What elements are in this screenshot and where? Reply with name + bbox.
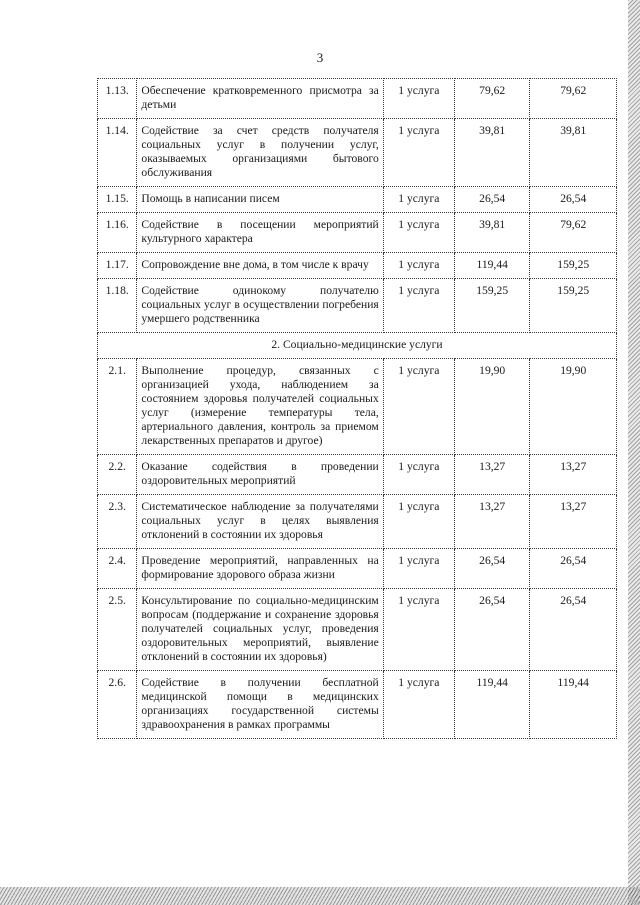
table-row	[98, 213, 617, 253]
table-row	[98, 253, 617, 279]
service-unit: 1 услуга	[383, 253, 454, 279]
price-cell: 79,62	[530, 79, 617, 119]
service-name: Содействие одинокому получателю социальных услуг в осуществлении погребения умершего родственника	[137, 279, 383, 333]
price-cell: 13,27	[454, 455, 530, 495]
table-row	[98, 495, 617, 549]
price-cell: 26,54	[454, 589, 530, 671]
price-cell: 39,81	[530, 119, 617, 187]
price-cell: 119,44	[454, 253, 530, 279]
service-name: Консультирование по социально-медицинским вопросам (поддержание и сохранение здоровья получателей социальных услуг, проведения оздоровительных мероприятий, выявление отклонений в состоянии их здоровья)	[137, 589, 383, 671]
price-cell: 119,44	[530, 671, 617, 739]
service-name: Выполнение процедур, связанных с организацией ухода, наблюдением за состоянием здоровья получателей социальных услуг (измерение температуры тела, артериального давления, контроль за приемом лекарственных препаратов и другое)	[137, 359, 383, 455]
row-number: 2.5.	[98, 589, 137, 671]
price-cell: 13,27	[454, 495, 530, 549]
price-cell: 159,25	[454, 279, 530, 333]
table-row	[98, 187, 617, 213]
service-name: Содействие в получении бесплатной медицинской помощи в медицинских организациях государственной системы здравоохранения в рамках программы	[137, 671, 383, 739]
table-row	[98, 119, 617, 187]
price-cell: 26,54	[530, 589, 617, 671]
section-header-row	[98, 333, 617, 359]
price-cell: 39,81	[454, 119, 530, 187]
scan-edge-shadow-bottom	[0, 887, 640, 905]
table-row	[98, 549, 617, 589]
row-number: 2.2.	[98, 455, 137, 495]
row-number: 2.6.	[98, 671, 137, 739]
row-number: 1.13.	[98, 79, 137, 119]
price-cell: 26,54	[530, 549, 617, 589]
service-unit: 1 услуга	[383, 359, 454, 455]
price-cell: 13,27	[530, 455, 617, 495]
service-name: Проведение мероприятий, направленных на формирование здорового образа жизни	[137, 549, 383, 589]
row-number: 1.16.	[98, 213, 137, 253]
scan-edge-shadow-right	[628, 0, 640, 905]
service-unit: 1 услуга	[383, 187, 454, 213]
price-cell: 119,44	[454, 671, 530, 739]
row-number: 1.15.	[98, 187, 137, 213]
price-cell: 19,90	[530, 359, 617, 455]
price-cell: 79,62	[454, 79, 530, 119]
table-row	[98, 79, 617, 119]
service-name: Обеспечение кратковременного присмотра за детьми	[137, 79, 383, 119]
price-cell: 26,54	[530, 187, 617, 213]
price-cell: 26,54	[454, 549, 530, 589]
price-cell: 13,27	[530, 495, 617, 549]
service-unit: 1 услуга	[383, 495, 454, 549]
row-number: 2.3.	[98, 495, 137, 549]
price-cell: 159,25	[530, 253, 617, 279]
service-unit: 1 услуга	[383, 79, 454, 119]
service-unit: 1 услуга	[383, 549, 454, 589]
table-row	[98, 671, 617, 739]
service-unit: 1 услуга	[383, 589, 454, 671]
price-cell: 159,25	[530, 279, 617, 333]
row-number: 2.1.	[98, 359, 137, 455]
table-row	[98, 589, 617, 671]
service-name: Содействие за счет средств получателя социальных услуг в получении услуг, оказываемых организациями бытового обслуживания	[137, 119, 383, 187]
price-cell: 39,81	[454, 213, 530, 253]
service-unit: 1 услуга	[383, 455, 454, 495]
row-number: 1.18.	[98, 279, 137, 333]
price-cell: 79,62	[530, 213, 617, 253]
service-name: Сопровождение вне дома, в том числе к врачу	[137, 253, 383, 279]
page-number: 3	[316, 50, 324, 65]
service-name: Содействие в посещении мероприятий культурного характера	[137, 213, 383, 253]
section-title: 2. Социально-медицинские услуги	[98, 333, 617, 359]
service-unit: 1 услуга	[383, 671, 454, 739]
price-cell: 26,54	[454, 187, 530, 213]
services-price-table	[97, 78, 617, 739]
service-name: Помощь в написании писем	[137, 187, 383, 213]
service-name: Оказание содействия в проведении оздоровительных мероприятий	[137, 455, 383, 495]
service-unit: 1 услуга	[383, 279, 454, 333]
service-name: Систематическое наблюдение за получателями социальных услуг в целях выявления отклонений в состоянии их здоровья	[137, 495, 383, 549]
service-unit: 1 услуга	[383, 213, 454, 253]
row-number: 1.14.	[98, 119, 137, 187]
table-row	[98, 279, 617, 333]
table-row	[98, 455, 617, 495]
price-cell: 19,90	[454, 359, 530, 455]
row-number: 2.4.	[98, 549, 137, 589]
row-number: 1.17.	[98, 253, 137, 279]
service-unit: 1 услуга	[383, 119, 454, 187]
table-row	[98, 359, 617, 455]
